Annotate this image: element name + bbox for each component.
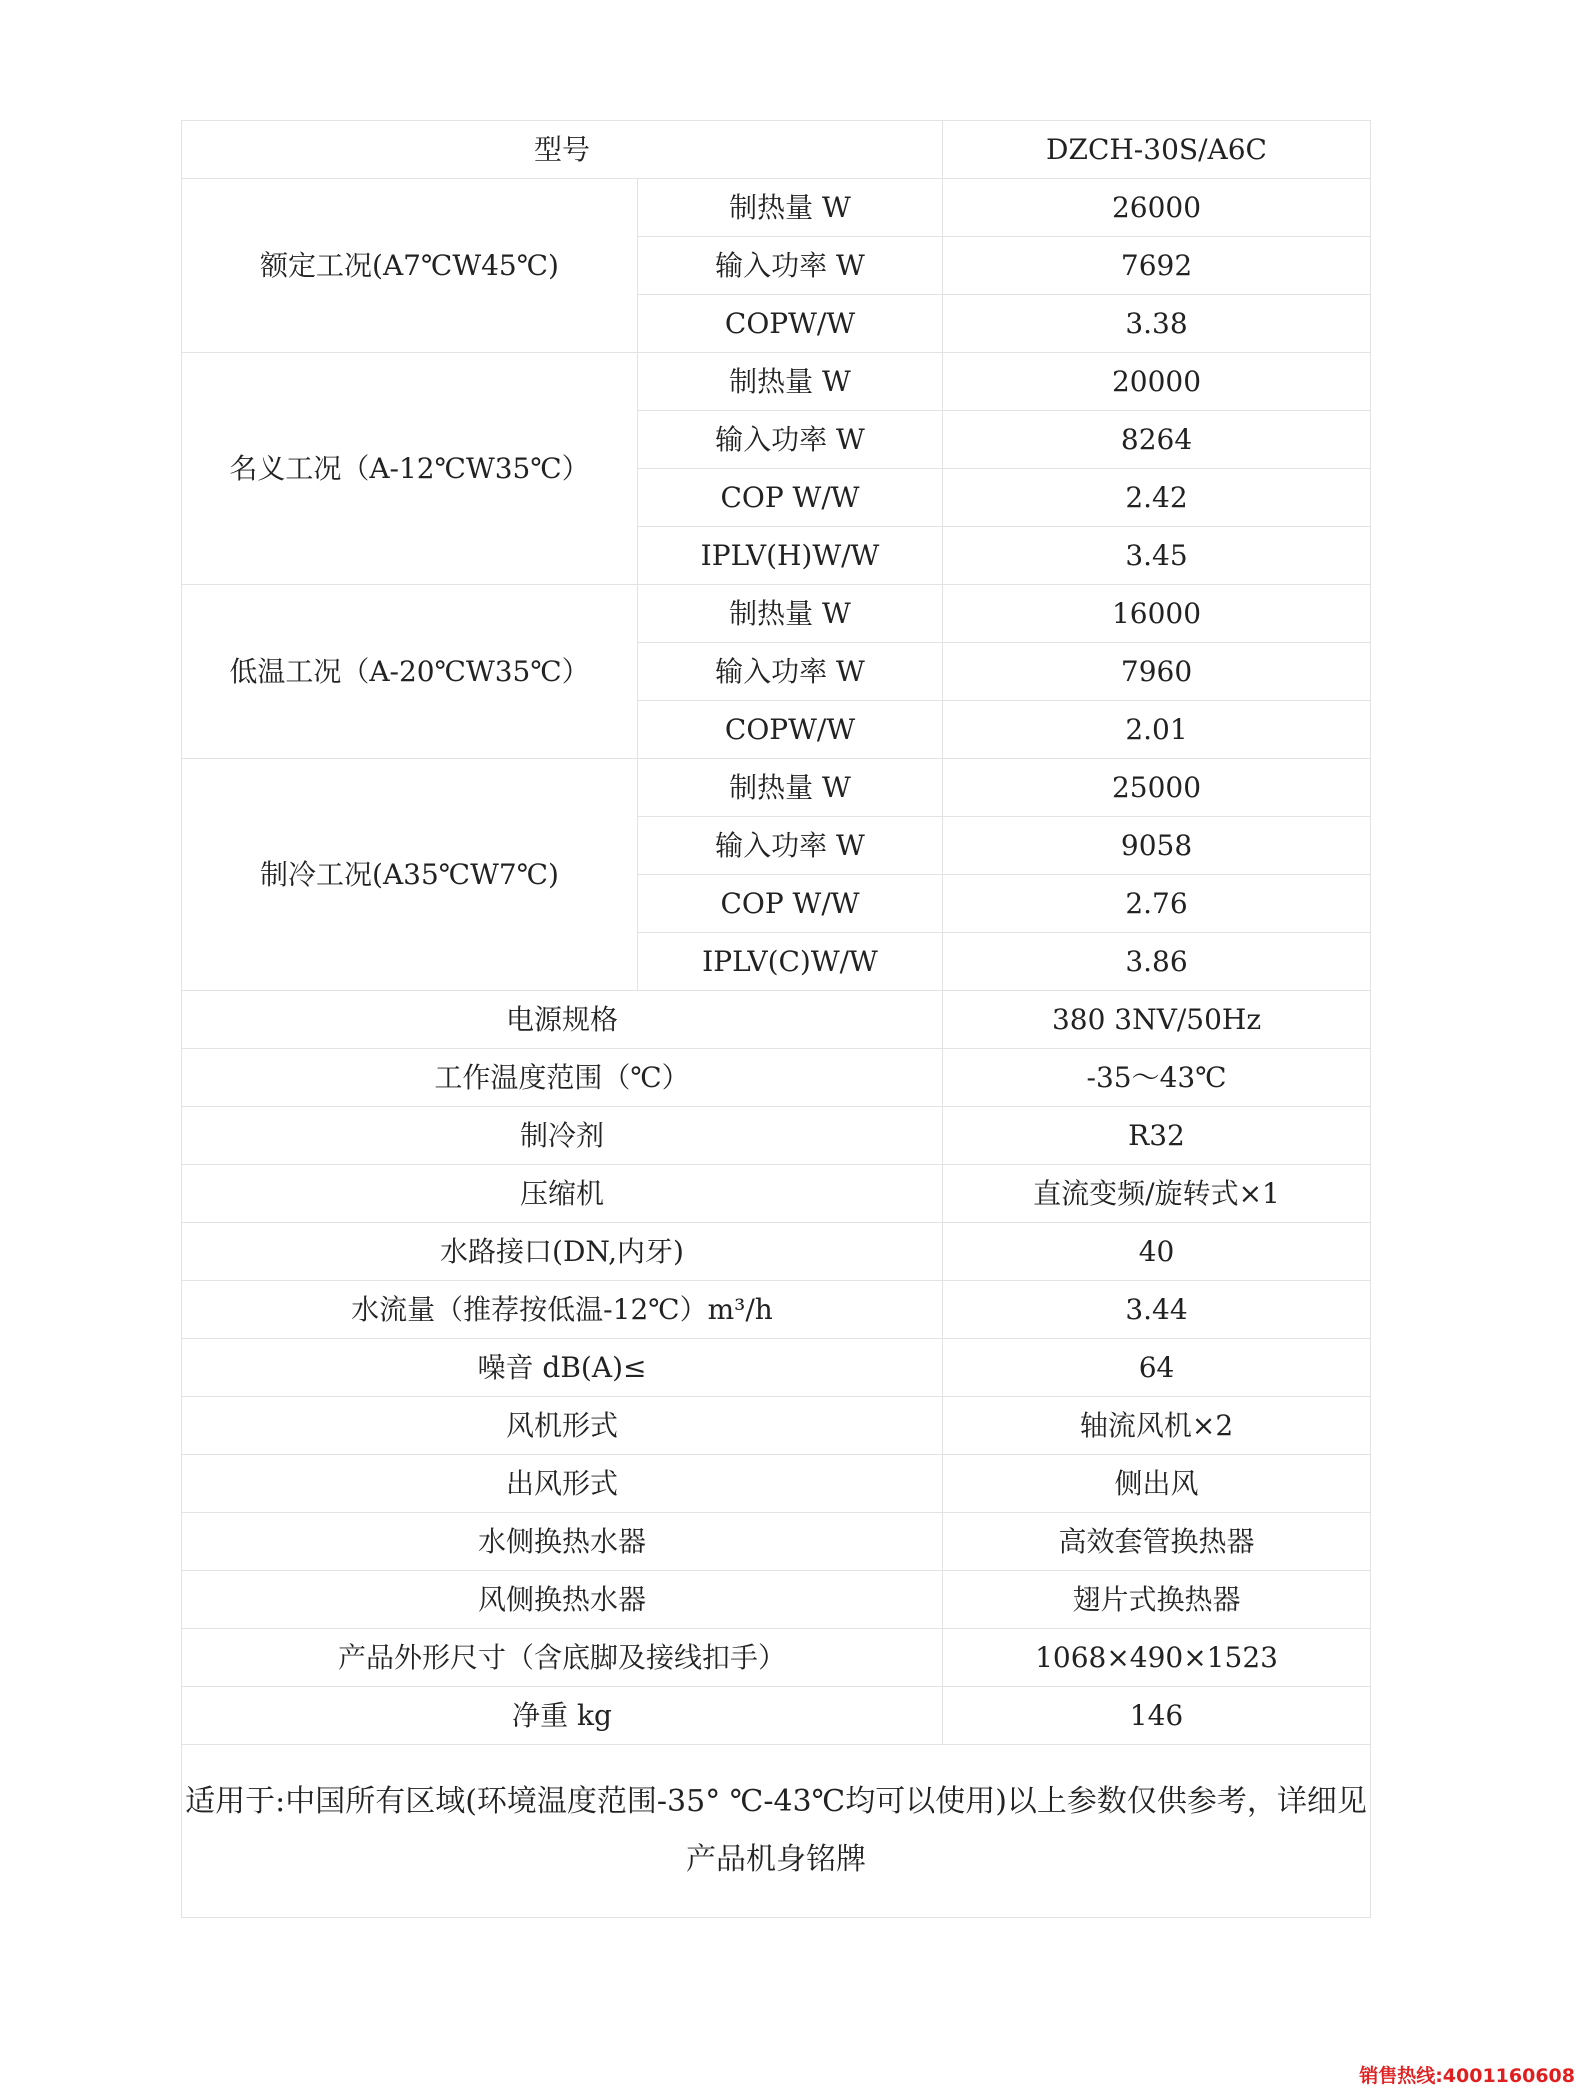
value-cell: 26000 [943, 179, 1371, 237]
value-cell: 8264 [943, 411, 1371, 469]
value-cell: 2.42 [943, 469, 1371, 527]
param-cell: 制热量 W [638, 759, 943, 817]
condition-group-title: 低温工况（A-20℃W35℃） [182, 585, 638, 759]
spec-value: 146 [943, 1687, 1371, 1745]
spec-row [182, 1165, 1371, 1223]
spec-value: 40 [943, 1223, 1371, 1281]
spec-label: 风机形式 [182, 1397, 943, 1455]
value-cell: 7692 [943, 237, 1371, 295]
spec-row [182, 1281, 1371, 1339]
spec-row [182, 1397, 1371, 1455]
table-row [182, 585, 1371, 643]
param-cell: COP W/W [638, 875, 943, 933]
spec-row [182, 1571, 1371, 1629]
spec-label: 制冷剂 [182, 1107, 943, 1165]
spec-value: R32 [943, 1107, 1371, 1165]
param-cell: 制热量 W [638, 353, 943, 411]
condition-group-title: 制冷工况(A35℃W7℃) [182, 759, 638, 991]
spec-label: 水路接口(DN,内牙) [182, 1223, 943, 1281]
table-row [182, 759, 1371, 817]
header-row [182, 121, 1371, 179]
spec-label: 水侧换热水器 [182, 1513, 943, 1571]
value-cell: 3.45 [943, 527, 1371, 585]
param-cell: IPLV(C)W/W [638, 933, 943, 991]
spec-value: 380 3NV/50Hz [943, 991, 1371, 1049]
spec-table [181, 120, 1371, 1918]
value-cell: 3.38 [943, 295, 1371, 353]
value-cell: 2.76 [943, 875, 1371, 933]
param-cell: 输入功率 W [638, 411, 943, 469]
spec-label: 噪音 dB(A)≤ [182, 1339, 943, 1397]
param-cell: IPLV(H)W/W [638, 527, 943, 585]
condition-group-title: 额定工况(A7℃W45℃) [182, 179, 638, 353]
model-label-cell: 型号 [182, 121, 943, 179]
value-cell: 25000 [943, 759, 1371, 817]
value-cell: 2.01 [943, 701, 1371, 759]
spec-label: 压缩机 [182, 1165, 943, 1223]
note-row [182, 1745, 1371, 1918]
param-cell: 输入功率 W [638, 817, 943, 875]
spec-value: 1068×490×1523 [943, 1629, 1371, 1687]
spec-value: 轴流风机×2 [943, 1397, 1371, 1455]
param-cell: 制热量 W [638, 585, 943, 643]
spec-label: 水流量（推荐按低温-12℃）m³/h [182, 1281, 943, 1339]
spec-row [182, 1687, 1371, 1745]
value-cell: 16000 [943, 585, 1371, 643]
spec-label: 工作温度范围（℃） [182, 1049, 943, 1107]
value-cell: 20000 [943, 353, 1371, 411]
spec-label: 出风形式 [182, 1455, 943, 1513]
spec-row [182, 1107, 1371, 1165]
applicability-note: 适用于:中国所有区域(环境温度范围-35° ℃-43℃均可以使用)以上参数仅供参考，详细见产品机身铭牌 [182, 1745, 1371, 1918]
param-cell: 输入功率 W [638, 643, 943, 701]
spec-value: -35～43℃ [943, 1049, 1371, 1107]
spec-label: 电源规格 [182, 991, 943, 1049]
spec-row [182, 1339, 1371, 1397]
spec-row [182, 1455, 1371, 1513]
spec-row [182, 1049, 1371, 1107]
table-row [182, 353, 1371, 411]
spec-row [182, 1513, 1371, 1571]
spec-row [182, 1223, 1371, 1281]
sales-hotline: 销售热线:4001160608 [1359, 2065, 1575, 2087]
spec-row [182, 1629, 1371, 1687]
param-cell: 制热量 W [638, 179, 943, 237]
spec-value: 64 [943, 1339, 1371, 1397]
value-cell: 3.86 [943, 933, 1371, 991]
spec-label: 产品外形尺寸（含底脚及接线扣手） [182, 1629, 943, 1687]
spec-value: 3.44 [943, 1281, 1371, 1339]
spec-value: 翅片式换热器 [943, 1571, 1371, 1629]
spec-value: 直流变频/旋转式×1 [943, 1165, 1371, 1223]
condition-group-title: 名义工况（A-12℃W35℃） [182, 353, 638, 585]
spec-value: 高效套管换热器 [943, 1513, 1371, 1571]
param-cell: 输入功率 W [638, 237, 943, 295]
model-value-cell: DZCH-30S/A6C [943, 121, 1371, 179]
value-cell: 7960 [943, 643, 1371, 701]
value-cell: 9058 [943, 817, 1371, 875]
spec-label: 净重 kg [182, 1687, 943, 1745]
param-cell: COPW/W [638, 701, 943, 759]
spec-label: 风侧换热水器 [182, 1571, 943, 1629]
spec-value: 侧出风 [943, 1455, 1371, 1513]
table-row [182, 179, 1371, 237]
param-cell: COPW/W [638, 295, 943, 353]
spec-row [182, 991, 1371, 1049]
param-cell: COP W/W [638, 469, 943, 527]
